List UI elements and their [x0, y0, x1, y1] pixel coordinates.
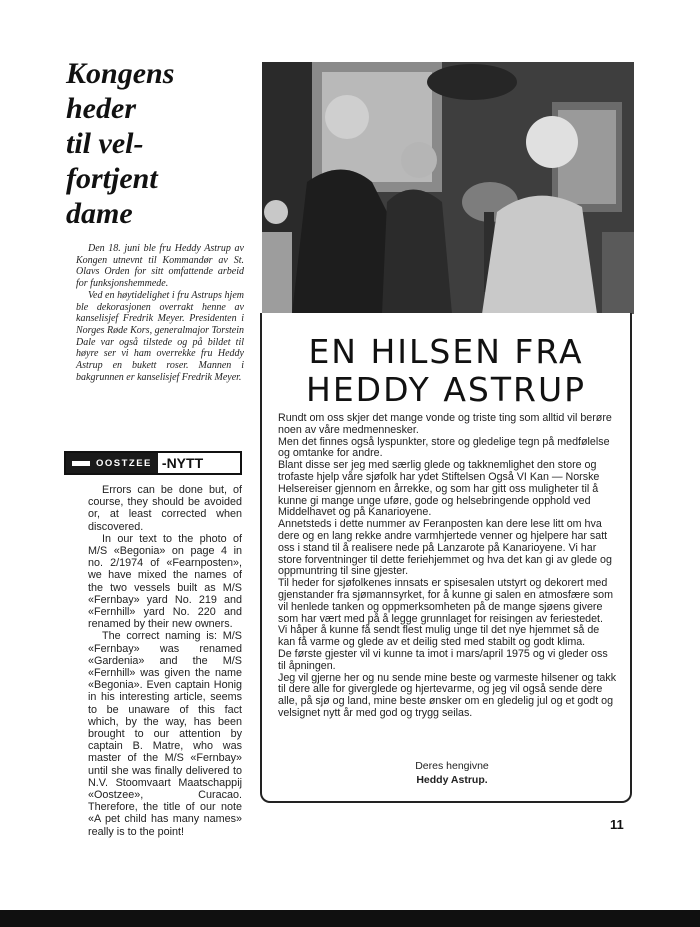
news-section-header [64, 451, 242, 475]
headline-line: til vel- [66, 127, 144, 160]
letter-paragraph: Vi håper å kunne få sendt flest mulig unge til det nye hjemmet så de kan få varme og glede av et deilig sted med stabilt og godt klima. [278, 624, 600, 649]
letter-title-line: EN HILSEN FRA [308, 332, 584, 371]
letter-paragraph: Jeg vil gjerne her og nu sende mine beste og varmeste hilsener og takk til dere alle for giverglede og hjertevarme, og jeg vil også sende dere alle, på sjø og land, mine beste ønsker om en gledelig jul og et godt og velsignet nytt år med god og trygg seilas. [278, 671, 617, 719]
letter-paragraph: Men det finnes også lyspunkter, store og gledelige tegn på medfølelse og omtanke for andre. [278, 435, 610, 460]
ceremony-photo [262, 62, 634, 314]
article-column [62, 56, 246, 383]
ceremony-photo-drawing [262, 62, 634, 314]
letter-paragraph: Rundt om oss skjer det mange vonde og triste ting som alltid vil berøre noen av våre medmennesker. [278, 412, 612, 436]
headline-line: dame [66, 197, 133, 230]
article-headline [66, 56, 246, 231]
letter-paragraph: Til heder for sjøfolkenes innsats er spisesalen utstyrt og dekorert med gjenstander fra sjømannsyrket, for å kunne gi salen en atmosfære som vil henlede tanken og oppmerksomheten på de mange sjøens givere som har vært med på å legge grunnlaget for reisingen av feriestedet. [278, 577, 614, 625]
caption-paragraph: Den 18. juni ble fru Heddy Astrup av Kongen utnevnt til Kommandør av St. Olavs Orden for sitt omfattende arbeid for funksjonshemmede. [76, 243, 244, 290]
caption-paragraph: Ved en høytidelighet i fru Astrups hjem ble dekorasjonen overrakt henne av kanselisjef Fredrik Meyer. Presidenten i Norges Røde Kors, generalmajor Torstein Dale var også tilstede og på bildet til høyre ser vi ham overrekke fru Heddy Astrup en bukett roser. Mannen i bakgrunnen er kanselisjef Fredrik Meyer. [76, 289, 244, 383]
bottom-border [0, 910, 700, 927]
letter-title [262, 313, 630, 409]
news-paragraph: Errors can be done but, of course, they should be avoided or, at least corrected when discovered. [88, 484, 242, 533]
article-caption [76, 243, 244, 383]
news-paragraph: The correct naming is: M/S «Fernbay» was renamed «Gardenia» and the M/S «Fernhill» was given the name «Begonia». Even captain Honig in his interesting article, seems to be unaware of this fact which, by the way, has been brought to our attention by captain B. Matre, who was master of the M/S «Fernbay» until she was finally delivered to N.V. Stoomvaart Maatschappij «Oostzee», Curacao. Therefore, the title of our note «A pet child has many names» really is to the point! [88, 630, 242, 838]
news-brand-text: OOSTZEE [96, 457, 152, 469]
letter-paragraph: Annetsteds i dette nummer av Feranposten kan dere lese litt om hva dere og en lang rekke andre varmhjertede venner og hjelpere har satt oss i stand til å realisere nede på Lanzarote på Kanarioyene. Vi har store forventninger til dette feriehjemmet og hva det kan gi av glede og oppmuntring til sine gjester. [278, 518, 612, 578]
letter-closing: Deres hengivne [415, 760, 489, 772]
headline-line: Kongens [66, 57, 175, 90]
letter-paragraph: De første gjester vil vi kunne ta imot i mars/april 1975 og vi gleder oss til åpningen. [278, 647, 608, 672]
page-number: 11 [610, 817, 624, 832]
letter-title-line: HEDDY ASTRUP [306, 370, 586, 409]
brand-bar-icon [72, 461, 90, 466]
headline-line: heder [66, 92, 136, 125]
greeting-letter [260, 313, 632, 803]
letter-paragraph: Blant disse ser jeg med særlig glede og takknemlighet den store og trofaste hjelp våre sjøfolk har ydet Stiftelsen Også VI Kan — Norske Helsereiser gjennom en årrekke, og som har gitt oss muligheter til å kunne gi mange unge uføre, gode og helsebringende opphold ved Middelhavet og på Kanarioyene. [278, 459, 600, 519]
letter-body [278, 413, 618, 720]
news-brand-label [66, 453, 158, 473]
news-paragraph: In our text to the photo of M/S «Begonia» on page 4 in no. 2/1974 of «Fearnposten», we have mixed the names of the two vessels built as M/S «Fernbay» yard No. 219 and «Fernhill» yard No. 220 and renamed by their new owners. [88, 532, 242, 631]
news-title: -NYTT [161, 455, 204, 471]
headline-line: fortjent [66, 162, 158, 195]
news-body [88, 484, 242, 838]
letter-signature: Heddy Astrup. [416, 774, 488, 786]
letter-signoff [402, 759, 502, 787]
